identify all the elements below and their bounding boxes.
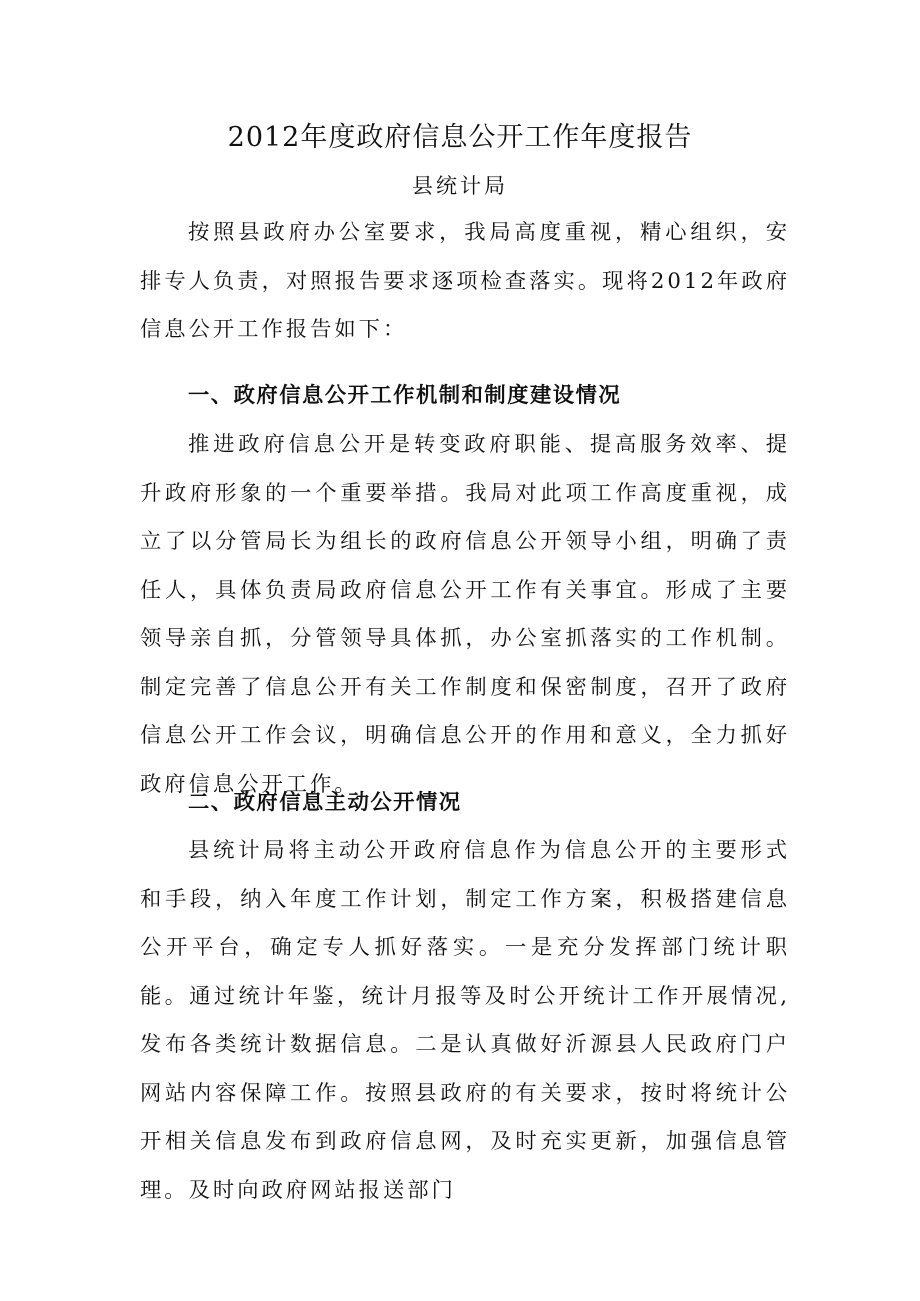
section-heading-active-disclosure: 二、政府信息主动公开情况 [188, 790, 462, 815]
section-heading-mechanism: 一、政府信息公开工作机制和制度建设情况 [188, 383, 622, 408]
issuing-department: 县统计局 [412, 174, 508, 198]
section-body-mechanism: 推进政府信息公开是转变政府职能、提高服务效率、提升政府形象的一个重要举措。我局对此项工作高度重视，成立了以分管局长为组长的政府信息公开领导小组，明确了责任人，具体负责局政府信息公开工作有关事宜。形成了主要领导亲自抓，分管领导具体抓，办公室抓落实的工作机制。制定完善了信息公开有关工作制度和保密制度，召开了政府信息公开工作会议，明确信息公开的作用和意义，全力抓好政府信息公开工作。 [140, 432, 790, 797]
intro-paragraph: 按照县政府办公室要求，我局高度重视，精心组织，安排专人负责，对照报告要求逐项检查落实。现将2012年政府信息公开工作报告如下： [140, 220, 790, 342]
section-body-active-disclosure: 县统计局将主动公开政府信息作为信息公开的主要形式和手段，纳入年度工作计划，制定工作方案，积极搭建信息公开平台，确定专人抓好落实。一是充分发挥部门统计职能。通过统计年鉴，统计月报等及时公开统计工作开展情况,发布各类统计数据信息。二是认真做好沂源县人民政府门户网站内容保障工作。按照县政府的有关要求，按时将统计公开相关信息发布到政府信息网，及时充实更新，加强信息管理。及时向政府网站报送部门 [140, 838, 790, 1203]
page-title: 2012年度政府信息公开工作年度报告 [227, 122, 693, 153]
